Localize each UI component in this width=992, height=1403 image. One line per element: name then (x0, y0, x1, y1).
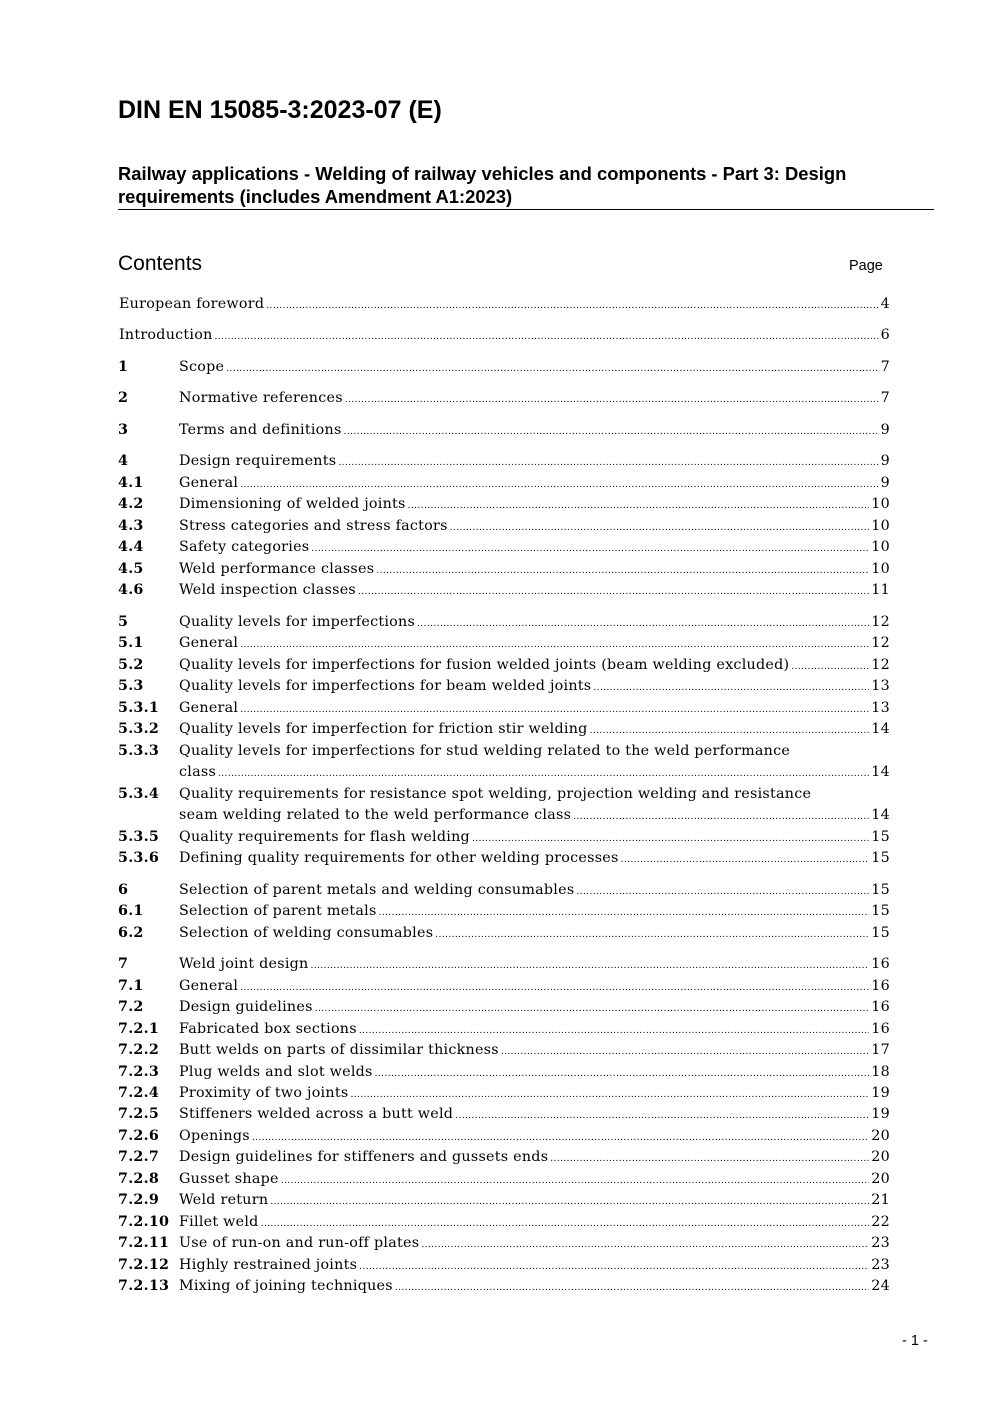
toc-entry-number: 7.2.1 (118, 1021, 160, 1037)
toc-entry-number: 5.2 (118, 657, 144, 673)
toc-entry-title: Weld return (179, 1192, 269, 1208)
toc-entry-line (118, 1276, 890, 1297)
toc-entry-title: Selection of parent metals and welding consumables (179, 882, 575, 898)
toc-entry[interactable] (118, 612, 890, 633)
toc-entry-title: Openings (179, 1128, 250, 1144)
toc-entry[interactable] (118, 1126, 890, 1147)
toc-leader-dots (240, 706, 869, 715)
toc-leader-dots (359, 1027, 869, 1036)
toc-entry-title: Butt welds on parts of dissimilar thickness (179, 1042, 499, 1058)
toc-entry-page: 12 (871, 657, 890, 673)
document-title-line-1: Railway applications - Welding of railway vehicles and components - Part 3: Design (118, 163, 847, 184)
toc-entry[interactable] (118, 923, 890, 944)
toc-entry-number: 7.2.13 (118, 1278, 170, 1294)
toc-entry-title: Quality levels for imperfections for fusion welded joints (beam welding excluded) (179, 657, 790, 673)
toc-entry-page: 15 (871, 829, 890, 845)
toc-entry[interactable] (118, 1212, 890, 1233)
toc-entry-number: 3 (118, 422, 129, 438)
toc-entry-line (118, 1233, 890, 1254)
toc-entry-number: 4.1 (118, 475, 144, 491)
toc-entry-page: 7 (880, 390, 890, 406)
document-id: DIN EN 15085-3:2023-07 (E) (118, 96, 442, 124)
toc-entry-title: Design guidelines (179, 999, 313, 1015)
toc-entry-title-line-1: Quality levels for imperfections for stud welding related to the weld performance (179, 743, 791, 759)
toc-entry-line (118, 473, 890, 494)
toc-entry[interactable] (118, 516, 890, 537)
toc-leader-dots (450, 524, 870, 533)
toc-leader-dots (266, 302, 878, 311)
toc-entry-line (118, 1190, 890, 1211)
toc-entry-page: 20 (871, 1149, 890, 1165)
toc-entry-number: 7.2.9 (118, 1192, 160, 1208)
toc-entry-line (118, 1040, 890, 1061)
toc-entry-title: Defining quality requirements for other welding processes (179, 850, 619, 866)
toc-entry[interactable] (118, 954, 890, 975)
toc-entry-number: 6 (118, 882, 129, 898)
toc-entry-page: 11 (871, 582, 890, 598)
toc-entry-page: 18 (871, 1064, 890, 1080)
toc-entry-line (118, 1083, 890, 1104)
toc-entry-number: 7.2.4 (118, 1085, 160, 1101)
toc-entry-line (118, 388, 890, 409)
toc-entry-number: 4.4 (118, 539, 144, 555)
toc-entry-number: 7.2.12 (118, 1257, 170, 1273)
toc-entry-page: 10 (871, 496, 890, 512)
toc-entry[interactable] (118, 1083, 890, 1104)
toc-entry-title: Terms and definitions (179, 422, 342, 438)
toc-entry-page: 14 (871, 807, 890, 824)
toc-entry-number: 7.2.8 (118, 1171, 160, 1187)
toc-entry-page: 14 (871, 764, 890, 781)
toc-entry-title: Design requirements (179, 453, 337, 469)
toc-leader-dots (218, 770, 869, 779)
toc-leader-dots (472, 835, 869, 844)
toc-entry-page: 4 (880, 296, 890, 312)
toc-leader-dots (338, 459, 878, 468)
toc-entry-number: 7.2 (118, 999, 144, 1015)
toc-entry-page: 19 (871, 1106, 890, 1122)
toc-leader-dots (252, 1134, 869, 1143)
toc-leader-dots (593, 684, 869, 693)
toc-leader-dots (573, 813, 869, 822)
toc-entry-page: 9 (880, 475, 890, 491)
toc-entry-title: General (179, 635, 239, 651)
toc-entry-number: 5.3.2 (118, 721, 160, 737)
document-title-line-2: requirements (includes Amendment A1:2023) (118, 185, 513, 207)
toc-entry[interactable] (118, 1147, 890, 1168)
toc-entry-page: 16 (871, 999, 890, 1015)
toc-entry[interactable] (118, 451, 890, 472)
toc-leader-dots (435, 931, 869, 940)
toc-entry-page: 22 (871, 1214, 890, 1230)
toc-entry[interactable] (118, 1233, 890, 1254)
toc-entry-page: 10 (871, 561, 890, 577)
toc-leader-dots (375, 1070, 870, 1079)
toc-entry-title: Quality levels for imperfections (179, 614, 416, 630)
toc-leader-dots (240, 984, 869, 993)
toc-entry-number: 2 (118, 390, 129, 406)
toc-entry-page: 23 (871, 1257, 890, 1273)
toc-entry-line (118, 698, 890, 719)
toc-entry-line (118, 1062, 890, 1083)
toc-leader-dots (421, 1241, 869, 1250)
toc-entry-number: 7.1 (118, 978, 144, 994)
toc-leader-dots (501, 1048, 869, 1057)
toc-entry-title: Weld performance classes (179, 561, 375, 577)
toc-leader-dots (408, 502, 870, 511)
toc-entry-page: 20 (871, 1128, 890, 1144)
toc-entry-page: 16 (871, 956, 890, 972)
toc-entry[interactable] (118, 1190, 890, 1211)
toc-leader-dots (379, 909, 870, 918)
toc-leader-dots (226, 365, 878, 374)
toc-entry-page: 20 (871, 1171, 890, 1187)
toc-entry[interactable] (118, 741, 890, 784)
toc-entry[interactable] (118, 880, 890, 901)
toc-entry-title: Stiffeners welded across a butt weld (179, 1106, 454, 1122)
toc-entry-title: Scope (179, 359, 225, 375)
toc-entry-title: Weld inspection classes (179, 582, 356, 598)
toc-entry-number: 5.3.5 (118, 829, 160, 845)
toc-entry-page: 16 (871, 1021, 890, 1037)
toc-entry[interactable] (118, 719, 890, 740)
toc-entry-line (118, 420, 890, 441)
toc-entry-line (118, 559, 890, 580)
toc-entry-line (118, 580, 890, 601)
toc-entry-line (118, 1169, 890, 1190)
toc-entry-line (118, 294, 890, 315)
toc-leader-dots (590, 727, 870, 736)
toc-entry-title: Fillet weld (179, 1214, 259, 1230)
toc-entry-page: 12 (871, 614, 890, 630)
toc-entry-title: Dimensioning of welded joints (179, 496, 406, 512)
toc-entry-number: 7.2.5 (118, 1106, 160, 1122)
toc-entry[interactable] (118, 494, 890, 515)
toc-entry-line (118, 1019, 890, 1040)
toc-entry-number: 7.2.6 (118, 1128, 160, 1144)
toc-entry-page: 24 (871, 1278, 890, 1294)
toc-entry-line (118, 762, 890, 783)
toc-entry-title: Design guidelines for stiffeners and gussets ends (179, 1149, 549, 1165)
toc-entry[interactable] (118, 325, 890, 346)
toc-entry[interactable] (118, 1169, 890, 1190)
toc-entry-page: 15 (871, 925, 890, 941)
toc-entry[interactable] (118, 420, 890, 441)
toc-leader-dots (359, 1263, 869, 1272)
toc-entry-page: 15 (871, 850, 890, 866)
toc-entry[interactable] (118, 997, 890, 1018)
toc-leader-dots (240, 641, 869, 650)
toc-entry-title: Safety categories (179, 539, 310, 555)
toc-entry[interactable] (118, 848, 890, 869)
toc-entry-number: 5.3.3 (118, 743, 160, 759)
toc-leader-dots (240, 481, 878, 490)
toc-entry-line (118, 923, 890, 944)
toc-entry-line (118, 848, 890, 869)
toc-leader-dots (376, 567, 869, 576)
toc-entry-title: Use of run-on and run-off plates (179, 1235, 420, 1251)
table-of-contents (118, 0, 890, 1403)
toc-entry[interactable] (118, 827, 890, 848)
toc-entry-page: 13 (871, 678, 890, 694)
toc-entry-title: Quality levels for imperfection for friction stir welding (179, 721, 588, 737)
toc-leader-dots (311, 545, 869, 554)
toc-entry[interactable] (118, 473, 890, 494)
toc-entry[interactable] (118, 580, 890, 601)
toc-entry[interactable] (118, 901, 890, 922)
toc-entry-number: 1 (118, 359, 129, 375)
toc-leader-dots (215, 333, 879, 342)
toc-leader-dots (311, 962, 870, 971)
page-column-label: Page (849, 258, 883, 274)
toc-entry-title: General (179, 475, 239, 491)
toc-leader-dots (261, 1220, 870, 1229)
toc-entry-line (118, 633, 890, 654)
toc-entry-page: 19 (871, 1085, 890, 1101)
toc-entry[interactable] (118, 976, 890, 997)
toc-entry-line (118, 901, 890, 922)
toc-entry-line (118, 805, 890, 826)
toc-entry-title: General (179, 700, 239, 716)
toc-entry[interactable] (118, 1104, 890, 1125)
toc-leader-dots (455, 1112, 869, 1121)
toc-entry-title: Weld joint design (179, 956, 309, 972)
toc-entry-title: Quality levels for imperfections for beam welded joints (179, 678, 592, 694)
toc-entry-page: 14 (871, 721, 890, 737)
toc-entry-line (118, 537, 890, 558)
toc-leader-dots (550, 1155, 869, 1164)
toc-entry-page: 10 (871, 518, 890, 534)
toc-entry-line (118, 655, 890, 676)
toc-entry-number: 6.2 (118, 925, 144, 941)
toc-entry-title: Stress categories and stress factors (179, 518, 448, 534)
toc-leader-dots (791, 663, 869, 672)
toc-entry-title-line-1: Quality requirements for resistance spot welding, projection welding and resistance (179, 786, 812, 802)
toc-entry-line (118, 1255, 890, 1276)
toc-entry-title: European foreword (119, 296, 265, 312)
toc-entry-number: 5.1 (118, 635, 144, 651)
toc-entry-number: 7.2.7 (118, 1149, 160, 1165)
toc-entry-line (118, 954, 890, 975)
toc-entry-number: 4.3 (118, 518, 144, 534)
toc-entry[interactable] (118, 676, 890, 697)
toc-entry-page: 23 (871, 1235, 890, 1251)
toc-entry-page: 10 (871, 539, 890, 555)
toc-entry-number: 7.2.3 (118, 1064, 160, 1080)
toc-leader-dots (417, 620, 869, 629)
toc-entry[interactable] (118, 1019, 890, 1040)
toc-leader-dots (344, 428, 879, 437)
toc-entry[interactable] (118, 1255, 890, 1276)
toc-entry-line (118, 976, 890, 997)
toc-entry-line (118, 1212, 890, 1233)
toc-entry-title: Gusset shape (179, 1171, 279, 1187)
toc-leader-dots (395, 1284, 869, 1293)
toc-entry-line (118, 516, 890, 537)
toc-entry-title: Quality requirements for flash welding (179, 829, 470, 845)
toc-entry-title: Highly restrained joints (179, 1257, 358, 1273)
toc-entry-page: 9 (880, 422, 890, 438)
toc-leader-dots (315, 1005, 870, 1014)
toc-leader-dots (281, 1177, 870, 1186)
toc-entry-line (118, 880, 890, 901)
toc-leader-dots (350, 1091, 869, 1100)
toc-entry-line (118, 1147, 890, 1168)
toc-entry-number: 4.2 (118, 496, 144, 512)
toc-entry-number: 5 (118, 614, 129, 630)
toc-entry-title: class (179, 764, 217, 781)
toc-entry-page: 15 (871, 903, 890, 919)
toc-entry-title: Plug welds and slot welds (179, 1064, 373, 1080)
toc-entry[interactable] (118, 388, 890, 409)
toc-entry-number: 7.2.2 (118, 1042, 160, 1058)
toc-entry-line (118, 612, 890, 633)
contents-heading: Contents (118, 252, 203, 275)
toc-entry-page: 13 (871, 700, 890, 716)
toc-entry-page: 15 (871, 882, 890, 898)
toc-leader-dots (358, 588, 869, 597)
toc-entry[interactable] (118, 559, 890, 580)
toc-entry-number: 5.3 (118, 678, 144, 694)
toc-entry-line (118, 325, 890, 346)
toc-entry-line (118, 827, 890, 848)
toc-entry-title: seam welding related to the weld performance class (179, 807, 572, 824)
toc-entry-title: Fabricated box sections (179, 1021, 357, 1037)
toc-entry[interactable] (118, 633, 890, 654)
toc-entry-page: 12 (871, 635, 890, 651)
toc-leader-dots (345, 396, 879, 405)
toc-entry-number: 5.3.1 (118, 700, 160, 716)
toc-leader-dots (270, 1198, 869, 1207)
toc-entry[interactable] (118, 655, 890, 676)
toc-entry-line (118, 719, 890, 740)
toc-entry-number: 6.1 (118, 903, 144, 919)
toc-entry-page: 9 (880, 453, 890, 469)
toc-entry[interactable] (118, 698, 890, 719)
toc-entry-number: 4 (118, 453, 129, 469)
toc-entry-title: Mixing of joining techniques (179, 1278, 393, 1294)
toc-entry-line (118, 357, 890, 378)
toc-entry[interactable] (118, 537, 890, 558)
toc-entry-number: 5.3.4 (118, 786, 160, 802)
toc-entry[interactable] (118, 1040, 890, 1061)
toc-entry[interactable] (118, 1062, 890, 1083)
toc-entry-page: 7 (880, 359, 890, 375)
toc-entry-page: 17 (871, 1042, 890, 1058)
toc-entry-line (118, 1104, 890, 1125)
toc-leader-dots (621, 856, 870, 865)
toc-entry-line (118, 676, 890, 697)
toc-entry-title: Proximity of two joints (179, 1085, 349, 1101)
toc-entry-page: 16 (871, 978, 890, 994)
toc-entry-number: 7 (118, 956, 129, 972)
toc-entry[interactable] (118, 294, 890, 315)
toc-entry[interactable] (118, 1276, 890, 1297)
toc-entry-title: Introduction (119, 327, 213, 343)
toc-entry[interactable] (118, 784, 890, 827)
toc-entry-page: 21 (871, 1192, 890, 1208)
toc-entry-title: Selection of parent metals (179, 903, 377, 919)
toc-entry-line (118, 1126, 890, 1147)
toc-leader-dots (576, 888, 869, 897)
toc-entry-line (118, 451, 890, 472)
toc-entry-number: 5.3.6 (118, 850, 160, 866)
toc-entry-title: General (179, 978, 239, 994)
toc-entry[interactable] (118, 357, 890, 378)
toc-entry-number: 4.5 (118, 561, 144, 577)
toc-entry-title: Normative references (179, 390, 343, 406)
toc-entry-page: 6 (880, 327, 890, 343)
toc-entry-number: 7.2.10 (118, 1214, 170, 1230)
toc-entry-number: 4.6 (118, 582, 144, 598)
toc-entry-title: Selection of welding consumables (179, 925, 434, 941)
toc-entry-line (118, 494, 890, 515)
toc-entry-number: 7.2.11 (118, 1235, 170, 1251)
toc-entry-line (118, 997, 890, 1018)
page-number: - 1 - (902, 1333, 928, 1349)
